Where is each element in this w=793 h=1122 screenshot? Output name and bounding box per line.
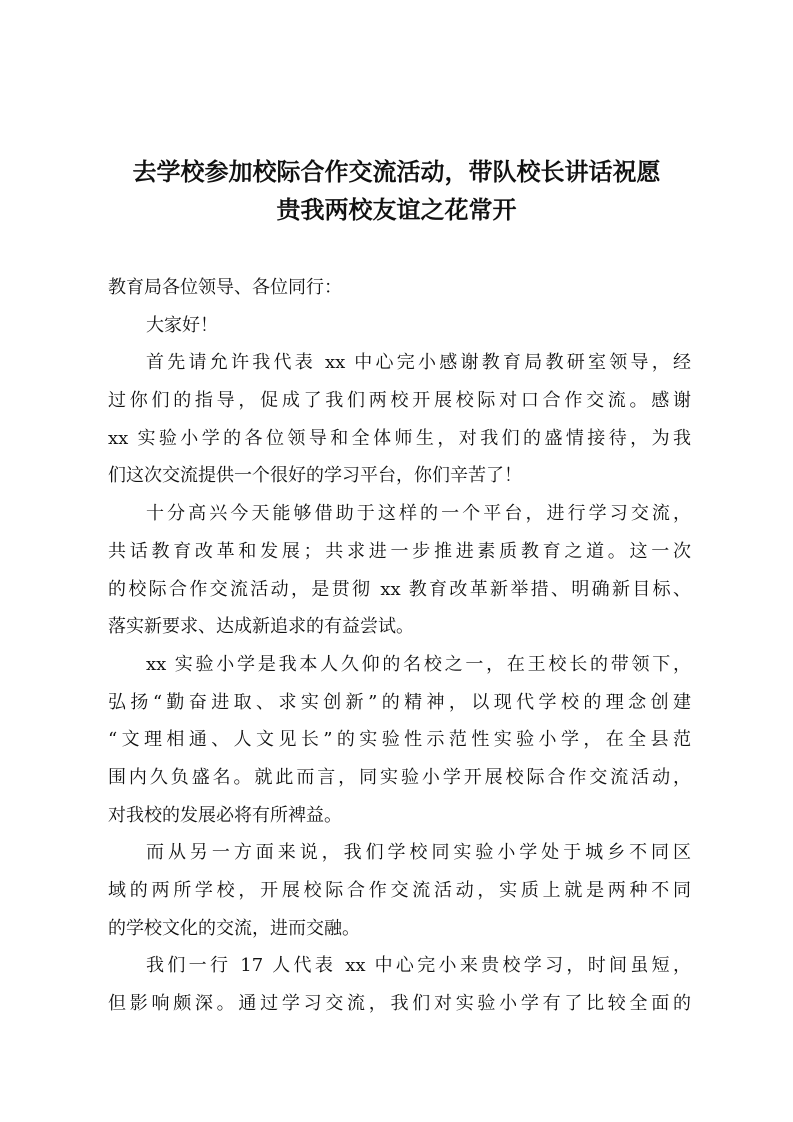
- paragraph: [108, 307, 691, 345]
- paragraph-line: 落实新要求、达成新追求的有益尝试。: [108, 616, 414, 638]
- document-title: [80, 153, 713, 229]
- paragraph-line: 的学校文化的交流，进而交融。: [108, 917, 360, 939]
- paragraph: [108, 834, 691, 947]
- paragraph: [108, 947, 691, 1022]
- paragraph-line: xx 实验小学是我本人久仰的名校之一，在王校长的带领下，: [146, 653, 691, 675]
- paragraph-line: 但影响颇深。通过学习交流，我们对实验小学有了比较全面的: [108, 993, 691, 1015]
- paragraph-line: 教育局各位领导、各位同行：: [108, 277, 342, 298]
- paragraph-line: 共话教育改革和发展；共求进一步推进素质教育之道。这一次: [108, 540, 691, 562]
- paragraph-line: 而从另一方面来说，我们学校同实验小学处于城乡不同区: [146, 842, 691, 864]
- paragraph-line: 首先请允许我代表 xx 中心完小感谢教育局教研室领导，经: [146, 352, 691, 374]
- paragraph: [108, 269, 691, 307]
- paragraph-line: 的校际合作交流活动，是贯彻 xx 教育改革新举措、明确新目标、: [108, 578, 691, 600]
- paragraph: [108, 646, 691, 834]
- title-line-2: 贵我两校友谊之花常开: [276, 195, 517, 224]
- document-body: [108, 269, 691, 1023]
- paragraph-line: 围内久负盛名。就此而言，同实验小学开展校际合作交流活动，: [108, 766, 691, 788]
- paragraph: [108, 344, 691, 495]
- paragraph-line: 过你们的指导，促成了我们两校开展校际对口合作交流。感谢: [108, 390, 691, 412]
- paragraph-line: 大家好！: [146, 314, 218, 336]
- paragraph: [108, 495, 691, 646]
- paragraph-line: 弘扬“勤奋进取、求实创新”的精神，以现代学校的理念创建: [108, 691, 691, 713]
- paragraph-line: xx 实验小学的各位领导和全体师生，对我们的盛情接待，为我: [108, 427, 691, 449]
- paragraph-line: 们这次交流提供一个很好的学习平台，你们辛苦了！: [108, 465, 522, 487]
- paragraph-line: 我们一行 17 人代表 xx 中心完小来贵校学习，时间虽短，: [146, 955, 691, 977]
- paragraph-line: 十分高兴今天能够借助于这样的一个平台，进行学习交流，: [146, 503, 691, 525]
- title-line-1: 去学校参加校际合作交流活动，带队校长讲话祝愿: [132, 157, 661, 186]
- paragraph-line: 对我校的发展必将有所裨益。: [108, 804, 342, 826]
- paragraph-line: 域的两所学校，开展校际合作交流活动，实质上就是两种不同: [108, 880, 691, 901]
- paragraph-line: “文理相通、人文见长”的实验性示范性实验小学，在全县范: [108, 729, 691, 751]
